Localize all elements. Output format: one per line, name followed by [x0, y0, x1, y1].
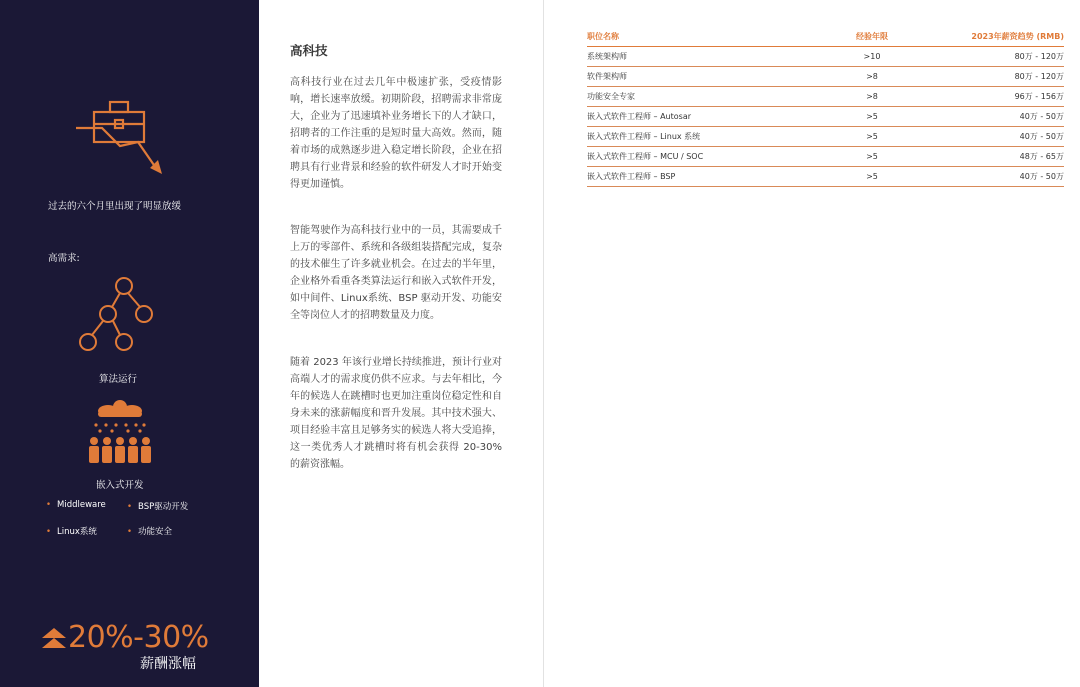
article-title: 高科技 — [290, 43, 328, 58]
embedded-label: 嵌入式开发 — [96, 480, 144, 491]
header-salary: 2023年薪资趋势 (RMB) — [971, 31, 1064, 41]
table-row — [587, 167, 1064, 187]
cell-salary: 80万 - 120万 — [1014, 72, 1064, 81]
algo-label: 算法运行 — [99, 374, 138, 385]
cell-experience: >5 — [866, 172, 878, 181]
cell-experience: >10 — [863, 52, 881, 61]
cell-salary: 40万 - 50万 — [1019, 132, 1064, 141]
bullet-linux: • Linux系统 — [46, 527, 97, 537]
algorithm-tree-icon — [78, 276, 158, 354]
header-experience: 经验年限 — [856, 31, 888, 41]
double-up-arrow-icon — [42, 628, 66, 650]
cell-experience: >8 — [866, 72, 878, 81]
cell-job-title: 嵌入式软件工程师 – MCU / SOC — [587, 152, 704, 161]
cell-salary: 40万 - 50万 — [1019, 112, 1064, 121]
bullet-middleware: • Middleware — [46, 500, 106, 510]
cell-experience: >5 — [866, 132, 878, 141]
cell-job-title: 嵌入式软件工程师 – Linux 系统 — [587, 132, 701, 141]
article-paragraph-3: 随着 2023 年该行业增长持续推进，预计行业对高端人才的需求度仍供不应求。与去年相比，今年的候选人在跳槽时也更加注重岗位稳定性和自身未来的涨薪幅度和晋升发展。其中技术强大、项目经验丰富且足够务实的候选人将大受追捧，这一类优秀人才跳槽时将有机会获得 20-30% 的薪资涨幅。 — [290, 357, 502, 470]
cell-job-title: 嵌入式软件工程师 – BSP — [587, 172, 676, 181]
briefcase-decline-icon — [72, 96, 168, 178]
bullet-functional-safety: • 功能安全 — [127, 527, 173, 537]
cell-job-title: 系统架构师 — [587, 52, 627, 61]
bullet-bsp: • BSP驱动开发 — [127, 502, 189, 512]
cell-salary: 80万 - 120万 — [1014, 52, 1064, 61]
cell-job-title: 软件架构师 — [587, 72, 627, 81]
increase-percentage: 20%-30% — [68, 620, 209, 655]
article-paragraph-1: 高科技行业在过去几年中极速扩张，受疫情影响，增长速率放缓。初期阶段，招聘需求非常庞大，企业为了迅速填补业务增长下的人才缺口，招聘者的工作注重的是短时量大高效。然而，随着市场的成熟逐步进入稳定增长阶段，企业在招聘具有行业背景和经验的软件研发人才时开始变得更加谨慎。 — [290, 77, 502, 190]
column-divider — [543, 0, 544, 687]
salary-table — [587, 29, 1064, 187]
cell-salary: 96万 - 156万 — [1014, 92, 1064, 101]
cell-experience: >8 — [866, 92, 878, 101]
article-paragraph-2: 智能驾驶作为高科技行业中的一员，其需要成千上万的零部件、系统和各级组装搭配完成，复杂的技术催生了许多就业机会。在过去的半年里，企业格外看重各类算法运行和嵌入式软件开发，如中间件、Linux系统、BSP 驱动开发、功能安全等岗位人才的招聘数量及力度。 — [290, 225, 502, 321]
table-row — [587, 87, 1064, 107]
table-row — [587, 107, 1064, 127]
slowdown-text: 过去的六个月里出现了明显放缓 — [48, 201, 182, 212]
table-row — [587, 147, 1064, 167]
table-row — [587, 67, 1064, 87]
cell-salary: 40万 - 50万 — [1019, 172, 1064, 181]
cell-job-title: 功能安全专家 — [587, 92, 635, 101]
cell-salary: 48万 - 65万 — [1019, 152, 1064, 161]
table-row — [587, 47, 1064, 67]
high-demand-label: 高需求: — [48, 253, 80, 264]
table-row — [587, 127, 1064, 147]
cell-experience: >5 — [866, 152, 878, 161]
sidebar — [0, 0, 259, 687]
increase-label: 薪酬涨幅 — [140, 656, 196, 672]
embedded-team-icon — [86, 395, 154, 467]
cell-experience: >5 — [866, 112, 878, 121]
table-header — [587, 29, 1064, 47]
header-job-title: 职位名称 — [587, 31, 619, 41]
cell-job-title: 嵌入式软件工程师 – Autosar — [587, 112, 692, 121]
